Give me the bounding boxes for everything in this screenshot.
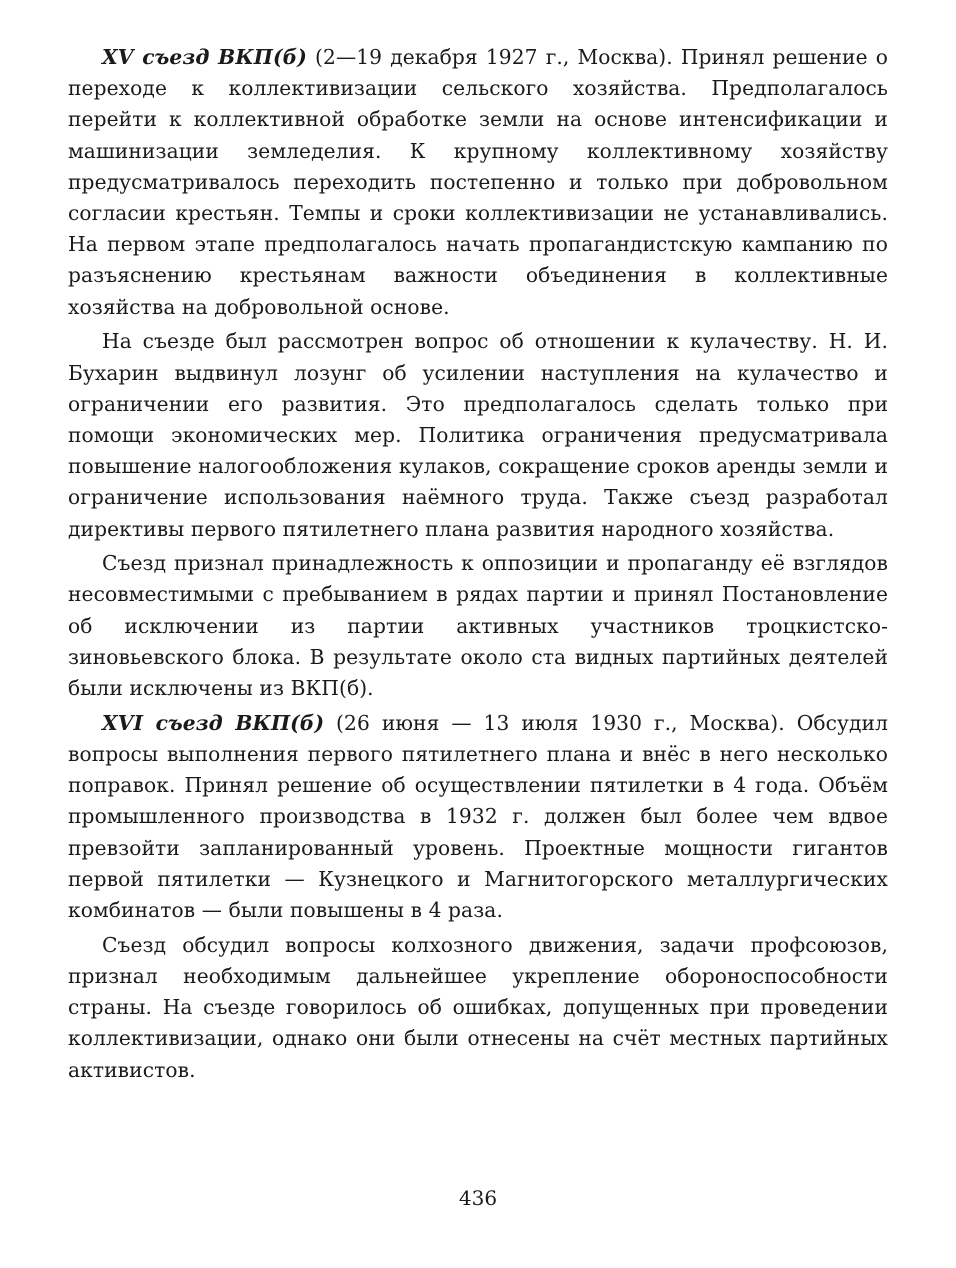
paragraph-text: (2—19 декабря 1927 г., Москва). Принял решение о переходе к коллективизации сельского хозяйства. Предполагалось перейти к коллективной обработке земли на основе интенсификации и машинизации земледелия. К крупному коллективному хозяйству предусматривалось переходить постепенно и только при добровольном согласии крестьян. Темпы и сроки коллективизации не устанавливались. На первом этапе предполагалось начать пропагандистскую кампанию по разъяснению крестьянам важности объединения в коллективные хозяйства на добровольной основе. [68,45,888,319]
paragraph-text: (26 июня — 13 июля 1930 г., Москва). Обсудил вопросы выполнения первого пятилетнего плана и внёс в него несколько поправок. Принял решение об осуществлении пятилетки в 4 года. Объём промышленного производства в 1932 г. должен был более чем вдвое превзойти запланированный уровень. Проектные мощности гигантов первой пятилетки — Кузнецкого и Магнитогорского металлургических комбинатов — были повышены в 4 раза. [68,710,889,922]
paragraph-kulak-question [68,326,888,544]
paragraph-text: На съезде был рассмотрен вопрос об отношении к кулачеству. Н. И. Бухарин выдвинул лозунг об усилении наступления на кулачество и ограничении его развития. Это предполагалось сделать только при помощи экономических мер. Политика ограничения предусматривала повышение налогообложения кулаков, сокращение сроков аренды земли и ограничение использования наёмного труда. Также съезд разработал директивы первого пятилетнего плана развития народного хозяйства. [68,329,888,541]
paragraph-xvi-congress [68,708,888,926]
term-xv-congress: XV съезд ВКП(б) [102,45,307,69]
page-number: 436 [458,1186,498,1210]
term-xvi-congress: XVI съезд ВКП(б) [102,710,325,735]
paragraph-text: Съезд признал принадлежность к оппозиции и пропаганду её взглядов несовместимыми с пребыванием в рядах партии и принял Постановление об исключении из партии активных участников троцкистско-зиновьевского блока. В результате около ста видных партийных деятелей были исключены из ВКП(б). [68,551,888,701]
paragraph-xv-congress [68,42,888,323]
paragraph-opposition [68,548,888,704]
page-body [68,42,888,1089]
paragraph-text: Съезд обсудил вопросы колхозного движения, задачи профсоюзов, признал необходимым дальнейшее укрепление обороноспособности страны. На съезде говорилось об ошибках, допущенных при проведении коллективизации, однако они были отнесены на счёт местных партийных активистов. [68,932,888,1082]
paragraph-kolkhoz-movement [68,930,888,1086]
